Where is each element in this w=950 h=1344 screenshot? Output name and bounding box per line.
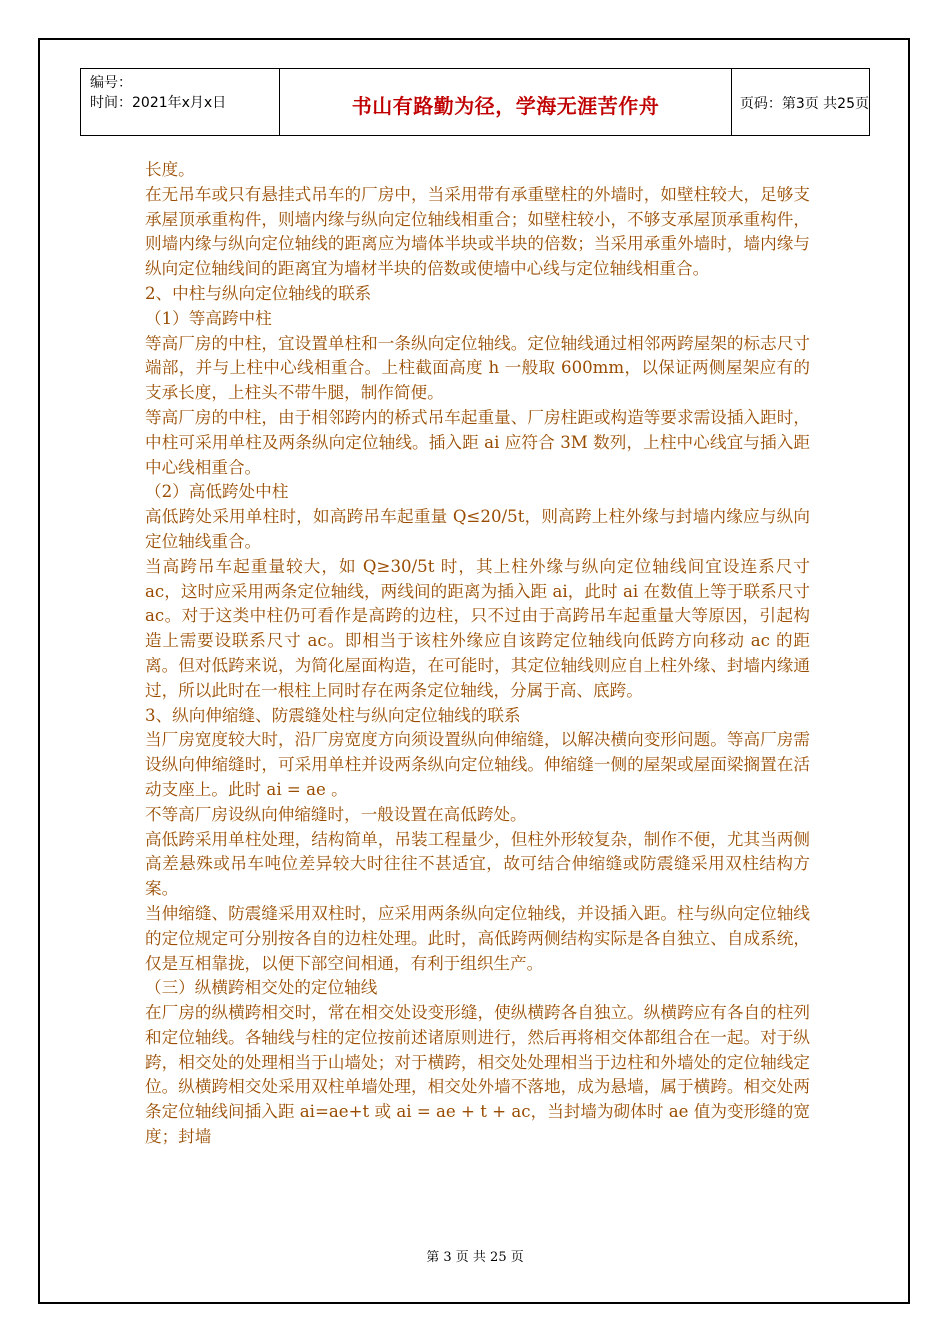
header-page-code: 页码：第3页 共25页 [739, 96, 869, 112]
paragraph: 等高厂房的中柱，宜设置单柱和一条纵向定位轴线。定位轴线通过相邻两跨屋架的标志尺寸端部，并与上柱中心线相重合。上柱截面高度 h 一般取 600mm，以保证两侧屋架应有的支承长度，上柱头不带牛腿，制作简便。 [145, 333, 810, 403]
paragraph: 在无吊车或只有悬挂式吊车的厂房中，当采用带有承重壁柱的外墙时，如壁柱较大，足够支承屋顶承重构件，则墙内缘与纵向定位轴线相重合；如壁柱较小，不够支承屋顶承重构件，则墙内缘与纵向定位轴线的距离应为墙体半块或半块的倍数；当采用承重外墙时，墙内缘与纵向定位轴线间的距离宜为墙材半块的倍数或使墙中心线与定位轴线相重合。 [145, 184, 810, 279]
section-heading: 2、中柱与纵向定位轴线的联系 [145, 283, 372, 303]
paragraph: 在厂房的纵横跨相交时，常在相交处设变形缝，使纵横跨各自独立。纵横跨应有各自的柱列和定位轴线。各轴线与柱的定位按前述诸原则进行，然后再将相交体都组合在一起。对于纵跨，相交处的处理相当于山墙处；对于横跨，相交处处理相当于边柱和外墙处的定位轴线定位。纵横跨相交处采用双柱单墙处理，相交处外墙不落地，成为悬墙，属于横跨。相交处两条定位轴线间插入距 ai=ae+t 或 ai = ae + t + ac，当封墙为砌体时 ae 值为变形缝的宽度；封墙 [145, 1003, 810, 1147]
paragraph: 高低跨处采用单柱时，如高跨吊车起重量 Q≤20/5t，则高跨上柱外缘与封墙内缘应与纵向定位轴线重合。 [145, 507, 810, 551]
page-footer: 第 3 页 共 25 页 [426, 1250, 524, 1265]
header-table [80, 68, 870, 136]
paragraph: 当高跨吊车起重量较大，如 Q≥30/5t 时，其上柱外缘与纵向定位轴线间宜设连系尺寸 ac，这时应采用两条定位轴线，两线间的距离为插入距 ai，此时 ai 在数值上等于联系尺寸 ac。对于这类中柱仍可看作是高跨的边柱，只不过由于高跨吊车起重量大等原因，引起构造上需要设联系尺寸 ac。即相当于该柱外缘应自该跨定位轴线向低跨方向移动 ac 的距离。但对低跨来说，为简化屋面构造，在可能时，其定位轴线则应自上柱外缘、封墙内缘通过，所以此时在一根柱上同时存在两条定位轴线，分属于高、底跨。 [145, 556, 810, 700]
paragraph: 不等高厂房设纵向伸缩缝时，一般设置在高低跨处。 [145, 804, 527, 824]
header-info-cell [81, 69, 280, 135]
document-number-label: 编号： [90, 75, 132, 91]
paragraph: 高低跨采用单柱处理，结构简单，吊装工程量少，但柱外形较复杂，制作不便，尤其当两侧高差悬殊或吊车吨位差异较大时往往不甚适宜，故可结合伸缩缝或防震缝采用双柱结构方案。 [145, 829, 810, 899]
paragraph: 当伸缩缝、防震缝采用双柱时，应采用两条纵向定位轴线，并设插入距。柱与纵向定位轴线的定位规定可分别按各自的边柱处理。此时，高低跨两侧结构实际是各自独立、自成系统，仅是互相靠拢，以便下部空间相通，有利于组织生产。 [145, 903, 810, 973]
subsection-heading: （2）高低跨处中柱 [145, 482, 289, 502]
paragraph: 长度。 [145, 160, 195, 179]
document-body [145, 158, 810, 1150]
header-motto: 书山有路勤为径，学海无涯苦作舟 [280, 69, 732, 135]
subsection-heading: （1）等高跨中柱 [145, 308, 272, 328]
paragraph: 当厂房宽度较大时，沿厂房宽度方向须设置纵向伸缩缝，以解决横向变形问题。等高厂房需设纵向伸缩缝时，可采用单柱并设两条纵向定位轴线。伸缩缝一侧的屋架或屋面梁搁置在活动支座上。此时 ai = ae 。 [145, 730, 810, 799]
paragraph: 等高厂房的中柱，由于相邻跨内的桥式吊车起重量、厂房柱距或构造等要求需设插入距时，中柱可采用单柱及两条纵向定位轴线。插入距 ai 应符合 3M 数列，上柱中心线宜与插入距中心线相重合。 [145, 407, 810, 477]
section-heading: （三）纵横跨相交处的定位轴线 [145, 978, 378, 998]
document-date: 时间：2021年x月x日 [90, 95, 227, 111]
section-heading: 3、纵向伸缩缝、防震缝处柱与纵向定位轴线的联系 [145, 705, 521, 725]
